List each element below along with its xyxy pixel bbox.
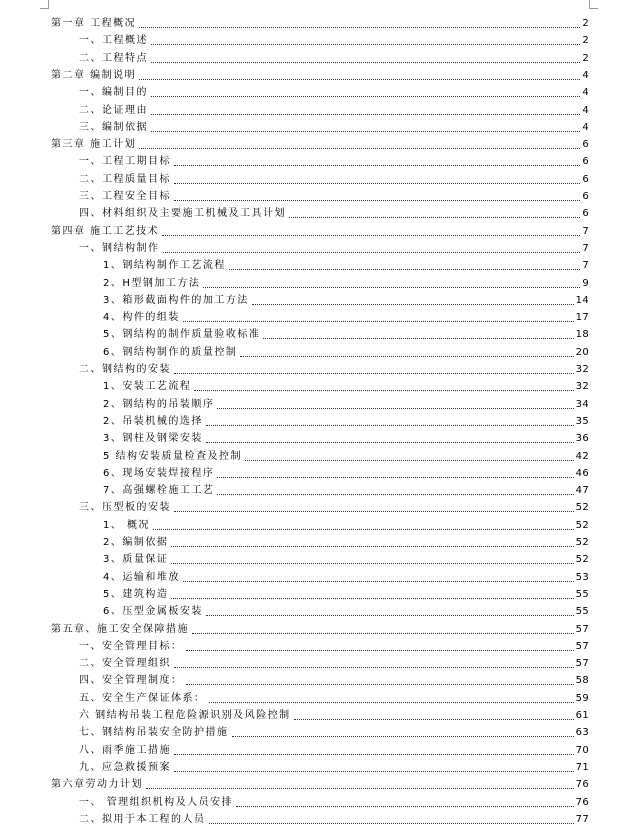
toc-dot-leader: [174, 165, 580, 166]
toc-entry-title: 7、高强螺栓施工工艺: [103, 485, 215, 496]
toc-page-number: 2: [582, 18, 589, 29]
toc-entry-title: 2、钢结构的吊装顺序: [103, 399, 215, 410]
toc-page-number: 58: [575, 675, 589, 686]
toc-entry[interactable]: [103, 342, 589, 359]
toc-page-number: 2: [582, 35, 589, 46]
toc-entry[interactable]: [79, 757, 589, 774]
toc-page-number: 20: [575, 347, 589, 358]
toc-dot-leader: [139, 27, 580, 28]
toc-entry-title: 九、应急救援预案: [79, 762, 171, 773]
toc-entry[interactable]: [79, 792, 589, 809]
toc-entry-title: 2、H型钢加工方法: [103, 278, 201, 289]
toc-entry-title: 一、 管理组织机构及人员安排: [79, 797, 234, 808]
toc-dot-leader: [162, 235, 580, 236]
toc-dot-leader: [174, 771, 574, 772]
toc-entry-title: 二、拟用于本工程的人员: [79, 814, 206, 825]
toc-dot-leader: [139, 79, 580, 80]
toc-entry[interactable]: [51, 13, 589, 30]
toc-page-number: 47: [575, 485, 589, 496]
toc-page-number: 4: [582, 87, 589, 98]
toc-dot-leader: [151, 114, 580, 115]
toc-entry-title: 一、安全管理目标：: [79, 641, 183, 652]
toc-entry-title: 一、编制目的: [79, 87, 148, 98]
toc-page-number: 6: [582, 208, 589, 219]
toc-dot-leader: [183, 581, 574, 582]
toc-entry[interactable]: [103, 411, 589, 428]
toc-page-number: 53: [575, 572, 589, 583]
toc-page-number: 52: [575, 502, 589, 513]
toc-entry[interactable]: [79, 48, 589, 65]
toc-page-number: 59: [575, 693, 589, 704]
toc-entry[interactable]: [103, 567, 589, 584]
toc-entry-title: 1、 概况: [103, 520, 151, 531]
toc-dot-leader: [289, 217, 580, 218]
toc-dot-leader: [294, 719, 574, 720]
toc-entry-title: 一、工程工期目标: [79, 156, 171, 167]
toc-entry[interactable]: [103, 446, 589, 463]
toc-entry[interactable]: [103, 324, 589, 341]
toc-page-number: 57: [575, 624, 589, 635]
toc-dot-leader: [240, 356, 573, 357]
toc-dot-leader: [194, 390, 573, 391]
toc-entry[interactable]: [79, 100, 589, 117]
toc-entry-title: 三、编制依据: [79, 122, 148, 133]
toc-dot-leader: [186, 650, 574, 651]
toc-page-number: 14: [575, 295, 589, 306]
toc-dot-leader: [151, 96, 580, 97]
toc-page-number: 6: [582, 156, 589, 167]
toc-dot-leader: [174, 511, 574, 512]
toc-dot-leader: [245, 460, 574, 461]
toc-entry[interactable]: [79, 169, 589, 186]
toc-entry-title: 一、钢结构制作: [79, 243, 160, 254]
toc-entry-title: 四、材料组织及主要施工机械及工具计划: [79, 208, 286, 219]
toc-dot-leader: [217, 494, 573, 495]
toc-dot-leader: [171, 598, 573, 599]
toc-dot-leader: [217, 408, 573, 409]
toc-entry[interactable]: [103, 428, 589, 445]
toc-entry[interactable]: [79, 497, 589, 514]
toc-entry-title: 6、钢结构制作的质量控制: [103, 347, 238, 358]
toc-dot-leader: [174, 373, 574, 374]
toc-entry[interactable]: [103, 601, 589, 618]
toc-page-number: 7: [582, 260, 589, 271]
page-corner-mark-left: [40, 0, 49, 9]
toc-entry[interactable]: [79, 636, 589, 653]
toc-page-number: 2: [582, 53, 589, 64]
toc-page-number: 6: [582, 174, 589, 185]
toc-entry-title: 5 结构安装质量检查及控制: [103, 451, 243, 462]
toc-entry-title: 3、钢柱及钢梁安装: [103, 433, 203, 444]
toc-dot-leader: [151, 62, 580, 63]
toc-page-number: 36: [575, 433, 589, 444]
toc-entry-title: 二、钢结构的安装: [79, 364, 171, 375]
toc-dot-leader: [236, 806, 573, 807]
toc-dot-leader: [209, 702, 574, 703]
toc-page-number: 17: [575, 312, 589, 323]
toc-entry[interactable]: [79, 670, 589, 687]
toc-dot-leader: [174, 200, 580, 201]
toc-page-number: 18: [575, 329, 589, 340]
toc-entry[interactable]: [103, 549, 589, 566]
toc-entry-title: 6、压型金属板安装: [103, 606, 203, 617]
toc-page-number: 4: [582, 70, 589, 81]
toc-page-number: 32: [575, 364, 589, 375]
toc-dot-leader: [206, 425, 574, 426]
toc-entry-title: 3、箱形截面构件的加工方法: [103, 295, 249, 306]
toc-dot-leader: [151, 44, 580, 45]
toc-page-number: 4: [582, 122, 589, 133]
toc-dot-leader: [229, 269, 580, 270]
toc-entry-title: 6、现场安装焊接程序: [103, 468, 215, 479]
toc-entry[interactable]: [103, 255, 589, 272]
toc-dot-leader: [206, 615, 574, 616]
toc-entry-title: 4、运输和堆放: [103, 572, 180, 583]
toc-entry[interactable]: [51, 134, 589, 151]
page-corner-mark-right: [589, 0, 598, 9]
toc-page-number: 7: [582, 226, 589, 237]
toc-page-number: 46: [575, 468, 589, 479]
toc-page-number: 76: [575, 779, 589, 790]
toc-entry-title: 七、钢结构吊装安全防护措施: [79, 727, 229, 738]
toc-page-number: 52: [575, 537, 589, 548]
toc-entry[interactable]: [79, 151, 589, 168]
toc-entry[interactable]: [103, 307, 589, 324]
toc-entry-title: 第二章 编制说明: [51, 70, 137, 81]
toc-page-number: 4: [582, 105, 589, 116]
toc-page-number: 52: [575, 520, 589, 531]
toc-page-number: 63: [575, 727, 589, 738]
toc-entry-title: 一、工程概述: [79, 35, 148, 46]
toc-page-number: 6: [582, 139, 589, 150]
toc-entry-title: 五、安全生产保证体系：: [79, 693, 206, 704]
toc-entry[interactable]: [103, 290, 589, 307]
toc-dot-leader: [146, 788, 574, 789]
toc-page-number: 77: [575, 814, 589, 825]
toc-dot-leader: [217, 477, 573, 478]
toc-entry[interactable]: [79, 688, 589, 705]
toc-page-number: 42: [575, 451, 589, 462]
toc-entry-title: 5、钢结构的制作质量验收标准: [103, 329, 261, 340]
toc-entry-title: 八、雨季施工措施: [79, 745, 171, 756]
toc-entry[interactable]: [79, 30, 589, 47]
toc-entry-title: 六 钢结构吊装工程危险源识别及风险控制: [79, 710, 291, 721]
toc-page-number: 7: [582, 243, 589, 254]
toc-entry[interactable]: [79, 203, 589, 220]
toc-page-number: 35: [575, 416, 589, 427]
toc-entry-title: 第四章 施工工艺技术: [51, 226, 160, 237]
toc-entry[interactable]: [103, 480, 589, 497]
toc-entry[interactable]: [103, 532, 589, 549]
toc-entry[interactable]: [79, 809, 589, 826]
toc-entry[interactable]: [79, 186, 589, 203]
toc-page-number: 6: [582, 191, 589, 202]
toc-entry[interactable]: [103, 463, 589, 480]
toc-page-number: 57: [575, 641, 589, 652]
toc-entry-title: 2、吊装机械的选择: [103, 416, 203, 427]
toc-dot-leader: [171, 563, 573, 564]
toc-entry[interactable]: [79, 82, 589, 99]
toc-dot-leader: [232, 736, 574, 737]
toc-entry[interactable]: [103, 376, 589, 393]
toc-entry[interactable]: [79, 740, 589, 757]
toc-entry-title: 3、质量保证: [103, 554, 169, 565]
toc-entry-title: 三、压型板的安装: [79, 502, 171, 513]
toc-dot-leader: [263, 338, 573, 339]
toc-entry[interactable]: [79, 705, 589, 722]
toc-dot-leader: [174, 754, 574, 755]
toc-page-number: 9: [582, 278, 589, 289]
toc-page-number: 34: [575, 399, 589, 410]
toc-dot-leader: [174, 183, 580, 184]
toc-entry[interactable]: [103, 273, 589, 290]
toc-dot-leader: [203, 287, 580, 288]
toc-dot-leader: [192, 633, 574, 634]
toc-entry-title: 第一章 工程概况: [51, 18, 137, 29]
toc-entry-title: 第三章 施工计划: [51, 139, 137, 150]
toc-dot-leader: [183, 321, 574, 322]
toc-page-number: 55: [575, 589, 589, 600]
toc-page-number: 57: [575, 658, 589, 669]
toc-entry[interactable]: [103, 394, 589, 411]
toc-page-number: 61: [575, 710, 589, 721]
toc-page-number: 32: [575, 381, 589, 392]
toc-dot-leader: [171, 546, 573, 547]
toc-entry-title: 三、工程安全目标: [79, 191, 171, 202]
toc-entry[interactable]: [79, 359, 589, 376]
toc-entry-title: 二、工程质量目标: [79, 174, 171, 185]
toc-entry-title: 第五章、施工安全保障措施: [51, 624, 189, 635]
toc-entry[interactable]: [51, 65, 589, 82]
toc-dot-leader: [206, 442, 574, 443]
toc-entry-title: 5、建筑构造: [103, 589, 169, 600]
toc-dot-leader: [151, 131, 580, 132]
toc-entry[interactable]: [79, 722, 589, 739]
toc-entry[interactable]: [51, 619, 589, 636]
toc-entry[interactable]: [51, 221, 589, 238]
toc-entry-title: 二、安全管理组织: [79, 658, 171, 669]
toc-dot-leader: [252, 304, 574, 305]
toc-page-number: 71: [575, 762, 589, 773]
toc-dot-leader: [139, 148, 580, 149]
toc-entry[interactable]: [103, 584, 589, 601]
toc-entry-title: 二、论证理由: [79, 105, 148, 116]
toc-dot-leader: [186, 684, 574, 685]
toc-entry[interactable]: [79, 117, 589, 134]
toc-entry-title: 四、安全管理制度：: [79, 675, 183, 686]
toc-entry[interactable]: [103, 515, 589, 532]
toc-entry[interactable]: [51, 774, 589, 791]
toc-page-number: 55: [575, 606, 589, 617]
toc-dot-leader: [163, 252, 581, 253]
toc-entry-title: 4、构件的组装: [103, 312, 180, 323]
toc-entry-title: 2、编制依据: [103, 537, 169, 548]
toc-dot-leader: [209, 823, 574, 824]
toc-entry-title: 1、钢结构制作工艺流程: [103, 260, 226, 271]
toc-entry-title: 1、安装工艺流程: [103, 381, 192, 392]
toc-dot-leader: [174, 667, 574, 668]
toc-entry-title: 第六章劳动力计划: [51, 779, 143, 790]
toc-page-number: 70: [575, 745, 589, 756]
toc-entry-title: 二、工程特点: [79, 53, 148, 64]
toc-page-number: 76: [575, 797, 589, 808]
toc-entry[interactable]: [79, 653, 589, 670]
toc-entry[interactable]: [79, 238, 589, 255]
toc-page-number: 52: [575, 554, 589, 565]
toc-dot-leader: [153, 529, 574, 530]
